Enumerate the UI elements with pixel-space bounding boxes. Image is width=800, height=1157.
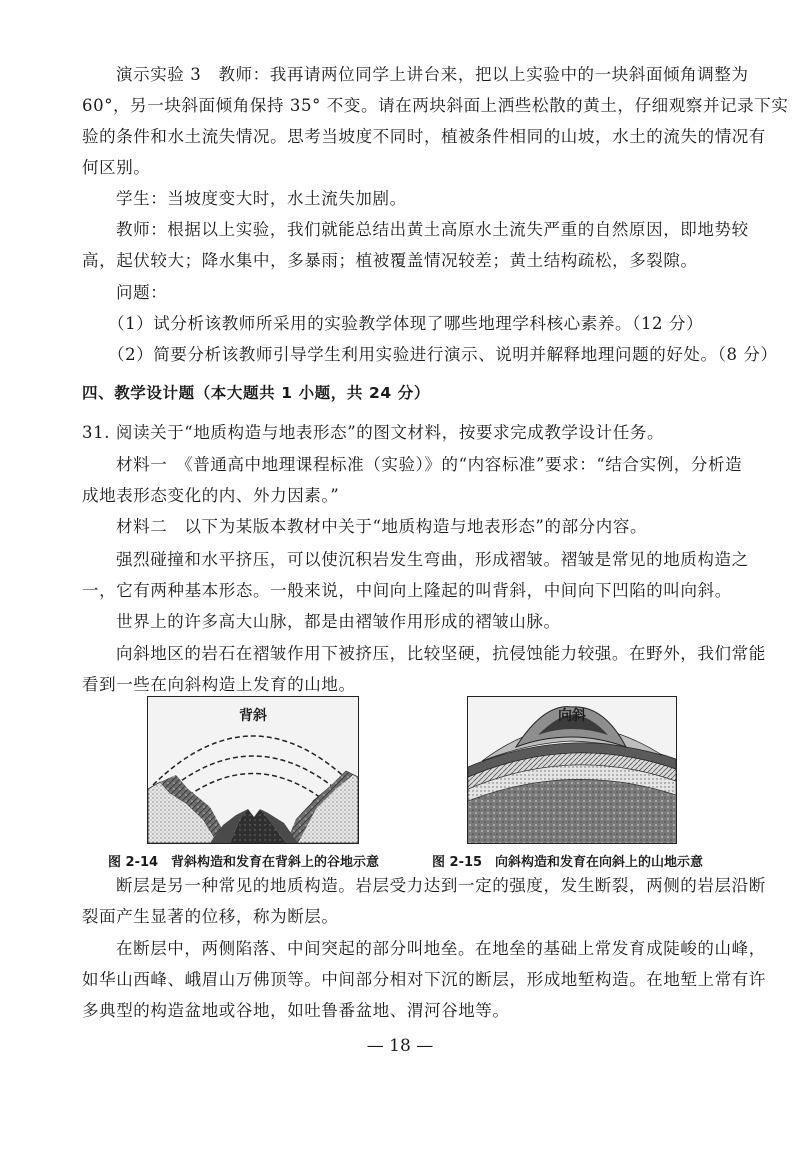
teacher-line-1: 教师：根据以上实验，我们就能总结出黄土高原水土流失严重的自然原因，即地势较 [116,220,749,239]
teacher-line-2: 高，起伏较大；降水集中，多暴雨；植被覆盖情况较差；黄土结构疏松，多裂隙。 [82,251,698,270]
horst-paragraph-line-3: 多典型的构造盆地或谷地，如吐鲁番盆地、渭河谷地等。 [82,1001,510,1020]
question-1: （1）试分析该教师所采用的实验教学体现了哪些地理学科核心素养。（12 分） [108,314,704,333]
demo3-line-3: 验的条件和水土流失情况。思考当坡度不同时，植被条件相同的山坡，水土的流失的情况有 [82,127,766,146]
question-31: 31. 阅读关于“地质构造与地表形态”的图文材料，按要求完成教学设计任务。 [82,423,665,442]
anticline-caption: 图 2-14 背斜构造和发育在背斜上的谷地示意 [108,855,380,870]
horst-paragraph-line-1: 在断层中，两侧陷落、中间突起的部分叫地垒。在地垒的基础上常发育成陡峻的山峰， [116,939,766,958]
syncline-caption: 图 2-15 向斜构造和发育在向斜上的山地示意 [432,855,704,870]
question-2: （2）简要分析该教师引导学生利用实验进行演示、说明并解释地理问题的好处。（8 分） [108,345,778,364]
student-answer: 学生：当坡度变大时，水土流失加剧。 [116,189,407,208]
question-label: 问题： [116,283,168,302]
horst-paragraph-line-2: 如华山西峰、峨眉山万佛顶等。中间部分相对下沉的断层，形成地堑构造。在地堑上常有许 [82,970,766,989]
syncline-figure [467,696,677,844]
mountain-paragraph: 世界上的许多高大山脉，都是由褶皱作用形成的褶皱山脉。 [116,612,561,631]
material-2: 材料二 以下为某版本教材中关于“地质构造与地表形态”的部分内容。 [116,517,648,536]
page-number: — 18 — [366,1036,434,1056]
material-1-line-2: 成地表形态变化的内、外力因素。” [82,486,340,505]
demo3-line-2: 60°，另一块斜面倾角保持 35° 不变。请在两块斜面上洒些松散的黄土，仔细观察并记录下实 [82,96,789,115]
syncline-paragraph-line-1: 向斜地区的岩石在褶皱作用下被挤压，比较坚硬，抗侵蚀能力较强。在野外，我们常能 [116,644,766,663]
material-1-line-1: 材料一 《普通高中地理课程标准（实验）》的“内容标准”要求：“结合实例，分析造 [116,455,743,474]
anticline-label: 背斜 [239,708,267,724]
fold-paragraph-line-1: 强烈碰撞和水平挤压，可以使沉积岩发生弯曲，形成褶皱。褶皱是常见的地质构造之 [116,550,749,569]
demo3-line-4: 何区别。 [82,158,151,177]
fault-paragraph-line-1: 断层是另一种常见的地质构造。岩层受力达到一定的强度，发生断裂，两侧的岩层沿断 [116,876,766,895]
fault-paragraph-line-2: 裂面产生显著的位移，称为断层。 [82,907,339,926]
fold-paragraph-line-2: 一，它有两种基本形态。一般来说，中间向上隆起的叫背斜，中间向下凹陷的叫向斜。 [82,581,732,600]
demo3-line-1: 演示实验 3 教师：我再请两位同学上讲台来，把以上实验中的一块斜面倾角调整为 [116,65,749,84]
anticline-figure [147,696,359,844]
section-heading: 四、教学设计题（本大题共 1 小题，共 24 分） [82,384,430,402]
syncline-label: 向斜 [558,708,586,724]
syncline-paragraph-line-2: 看到一些在向斜构造上发育的山地。 [82,675,356,694]
